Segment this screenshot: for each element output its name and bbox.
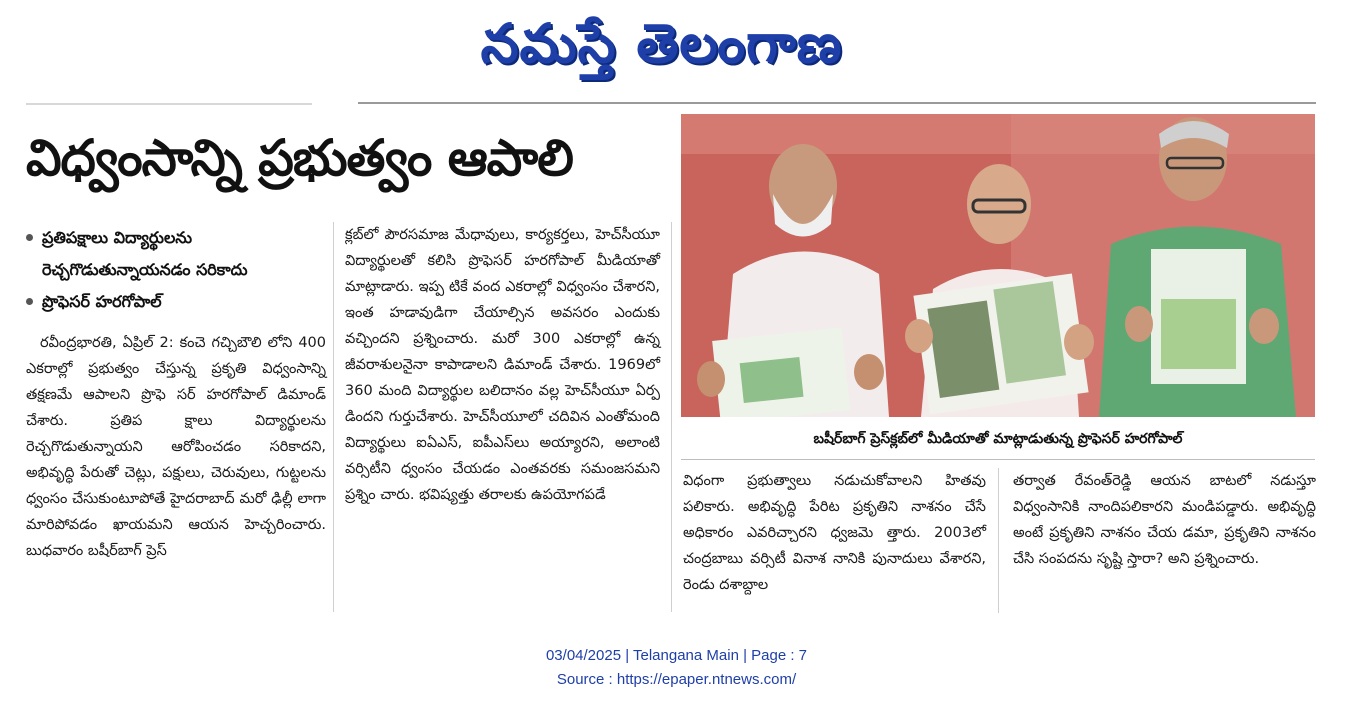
- press-conference-photo: [681, 114, 1315, 417]
- article-paragraph: క్లబ్‌లో పౌరసమాజ మేధావులు, కార్యకర్తలు, హెచ్‌సీయూ విద్యార్థులతో కలిసి ప్రొఫెసర్ హరగోపాల్ మీడియాతో మాట్లాడారు. ఇప్ప టికే వంద ఎకరాల్లో విధ్వంసం చేశారని, ఇంత హడావుడిగా చేయాల్సిన అవసరం ఎందుకు వచ్చిందని ప్రశ్నించారు. మరో 300 ఎకరాల్లో ఉన్న జీవరాశులనైనా కాపాడాలని డిమాండ్ చేశారు. 1969లో 360 మంది విద్యార్థుల బలిదానం వల్ల హెచ్‌సీయూ ఏర్ప డిందని గుర్తుచేశారు. హెచ్‌సీయూలో చదివిన ఎంతోమంది విద్యార్థులు ఐఏఎస్, ఐపీఎస్‌లు అయ్యారని, అలాంటి వర్సిటీని ధ్వంసం చేయడం ఎంతవరకు సమంజసమని ప్రశ్నిం చారు. భవిష్యత్తు తరాలకు ఉపయోగపడే: [345, 227, 660, 503]
- newspaper-logo: నమస్తే తెలంగాణ: [480, 12, 843, 75]
- article-paragraph: విధంగా ప్రభుత్వాలు నడుచుకోవాలని హితవు పలికారు. అభివృద్ధి పేరిట ప్రకృతిని నాశనం చేసే అధికారం ఎవరిచ్చారని ధ్వజమె త్తారు. 2003లో చంద్రబాబు వర్సిటీ వినాశ నానికి పునాదులు వేశారని, రెండు దశాబ్దాల: [683, 473, 986, 593]
- footer-edition-line: 03/04/2025 | Telangana Main | Page : 7: [545, 647, 808, 664]
- column-divider: [998, 468, 999, 613]
- header-rule-right: [358, 102, 1316, 104]
- subhead-item: [26, 286, 326, 318]
- subhead-line: ప్రతిపక్షాలు విద్యార్థులను: [42, 228, 193, 247]
- article-headline: విధ్వంసాన్ని ప్రభుత్వం ఆపాలి: [26, 129, 573, 187]
- column-divider: [671, 222, 672, 612]
- subhead-line: రెచ్చగొడుతున్నాయనడం సరికాదు: [42, 260, 248, 279]
- caption-rule: [681, 459, 1315, 460]
- article-paragraph: తర్వాత రేవంత్‌రెడ్డి ఆయన బాటలో నడుస్తూ విధ్వంసానికి నాందిపలికారని మండిపడ్డారు. అభివృద్ధి అంటే ప్రకృతిని నాశనం చేయ డమా, ప్రకృతిని నాశనం చేసి సంపదను సృష్టి స్తారా? అని ప్రశ్నించారు.: [1013, 473, 1316, 567]
- subhead-item: [26, 222, 326, 286]
- bullet-icon: [26, 234, 33, 241]
- subhead-line: ప్రొఫెసర్ హరగోపాల్: [42, 292, 162, 311]
- article-paragraph: రవీంద్రభారతి, ఏప్రిల్ 2: కంచె గచ్చిబౌలి లోని 400 ఎకరాల్లో ప్రభుత్వం చేస్తున్న ప్రకృతి విధ్వంసాన్ని తక్షణమే ఆపాలని ప్రొఫె సర్ హరగోపాల్ డిమాండ్ చేశారు. ప్రతిప క్షాలు విద్యార్థులను రెచ్చగొడుతున్నాయని ఆరోపించడం సరికాదని, అభివృద్ధి పేరుతో చెట్లు, పక్షులు, చెరువులు, గుట్టలను ధ్వంసం చేసుకుంటూపోతే హైదరాబాద్ మరో ఢిల్లీ లాగా మారిపోవడం ఖాయమని ఆయన హెచ్చరించారు. బుధవారం బషీర్‌బాగ్ ప్రెస్: [26, 335, 326, 559]
- column-divider: [333, 222, 334, 612]
- photo-caption: బషీర్‌బాగ్ ప్రెస్‌క్లబ్‌లో మీడియాతో మాట్లాడుతున్న ప్రొఫెసర్ హరగోపాల్: [813, 431, 1183, 447]
- page-footer: [0, 644, 1353, 692]
- article-column-4: [1013, 468, 1316, 572]
- bullet-icon: [26, 298, 33, 305]
- article-subheads: [26, 222, 326, 318]
- header-rule-left: [26, 103, 312, 105]
- photo-illustration: [681, 114, 1315, 417]
- article-column-2: [345, 222, 660, 508]
- article-column-1: [26, 330, 326, 564]
- footer-source-line[interactable]: Source : https://epaper.ntnews.com/: [556, 671, 797, 688]
- masthead: [0, 4, 1353, 84]
- article-column-3: [683, 468, 986, 598]
